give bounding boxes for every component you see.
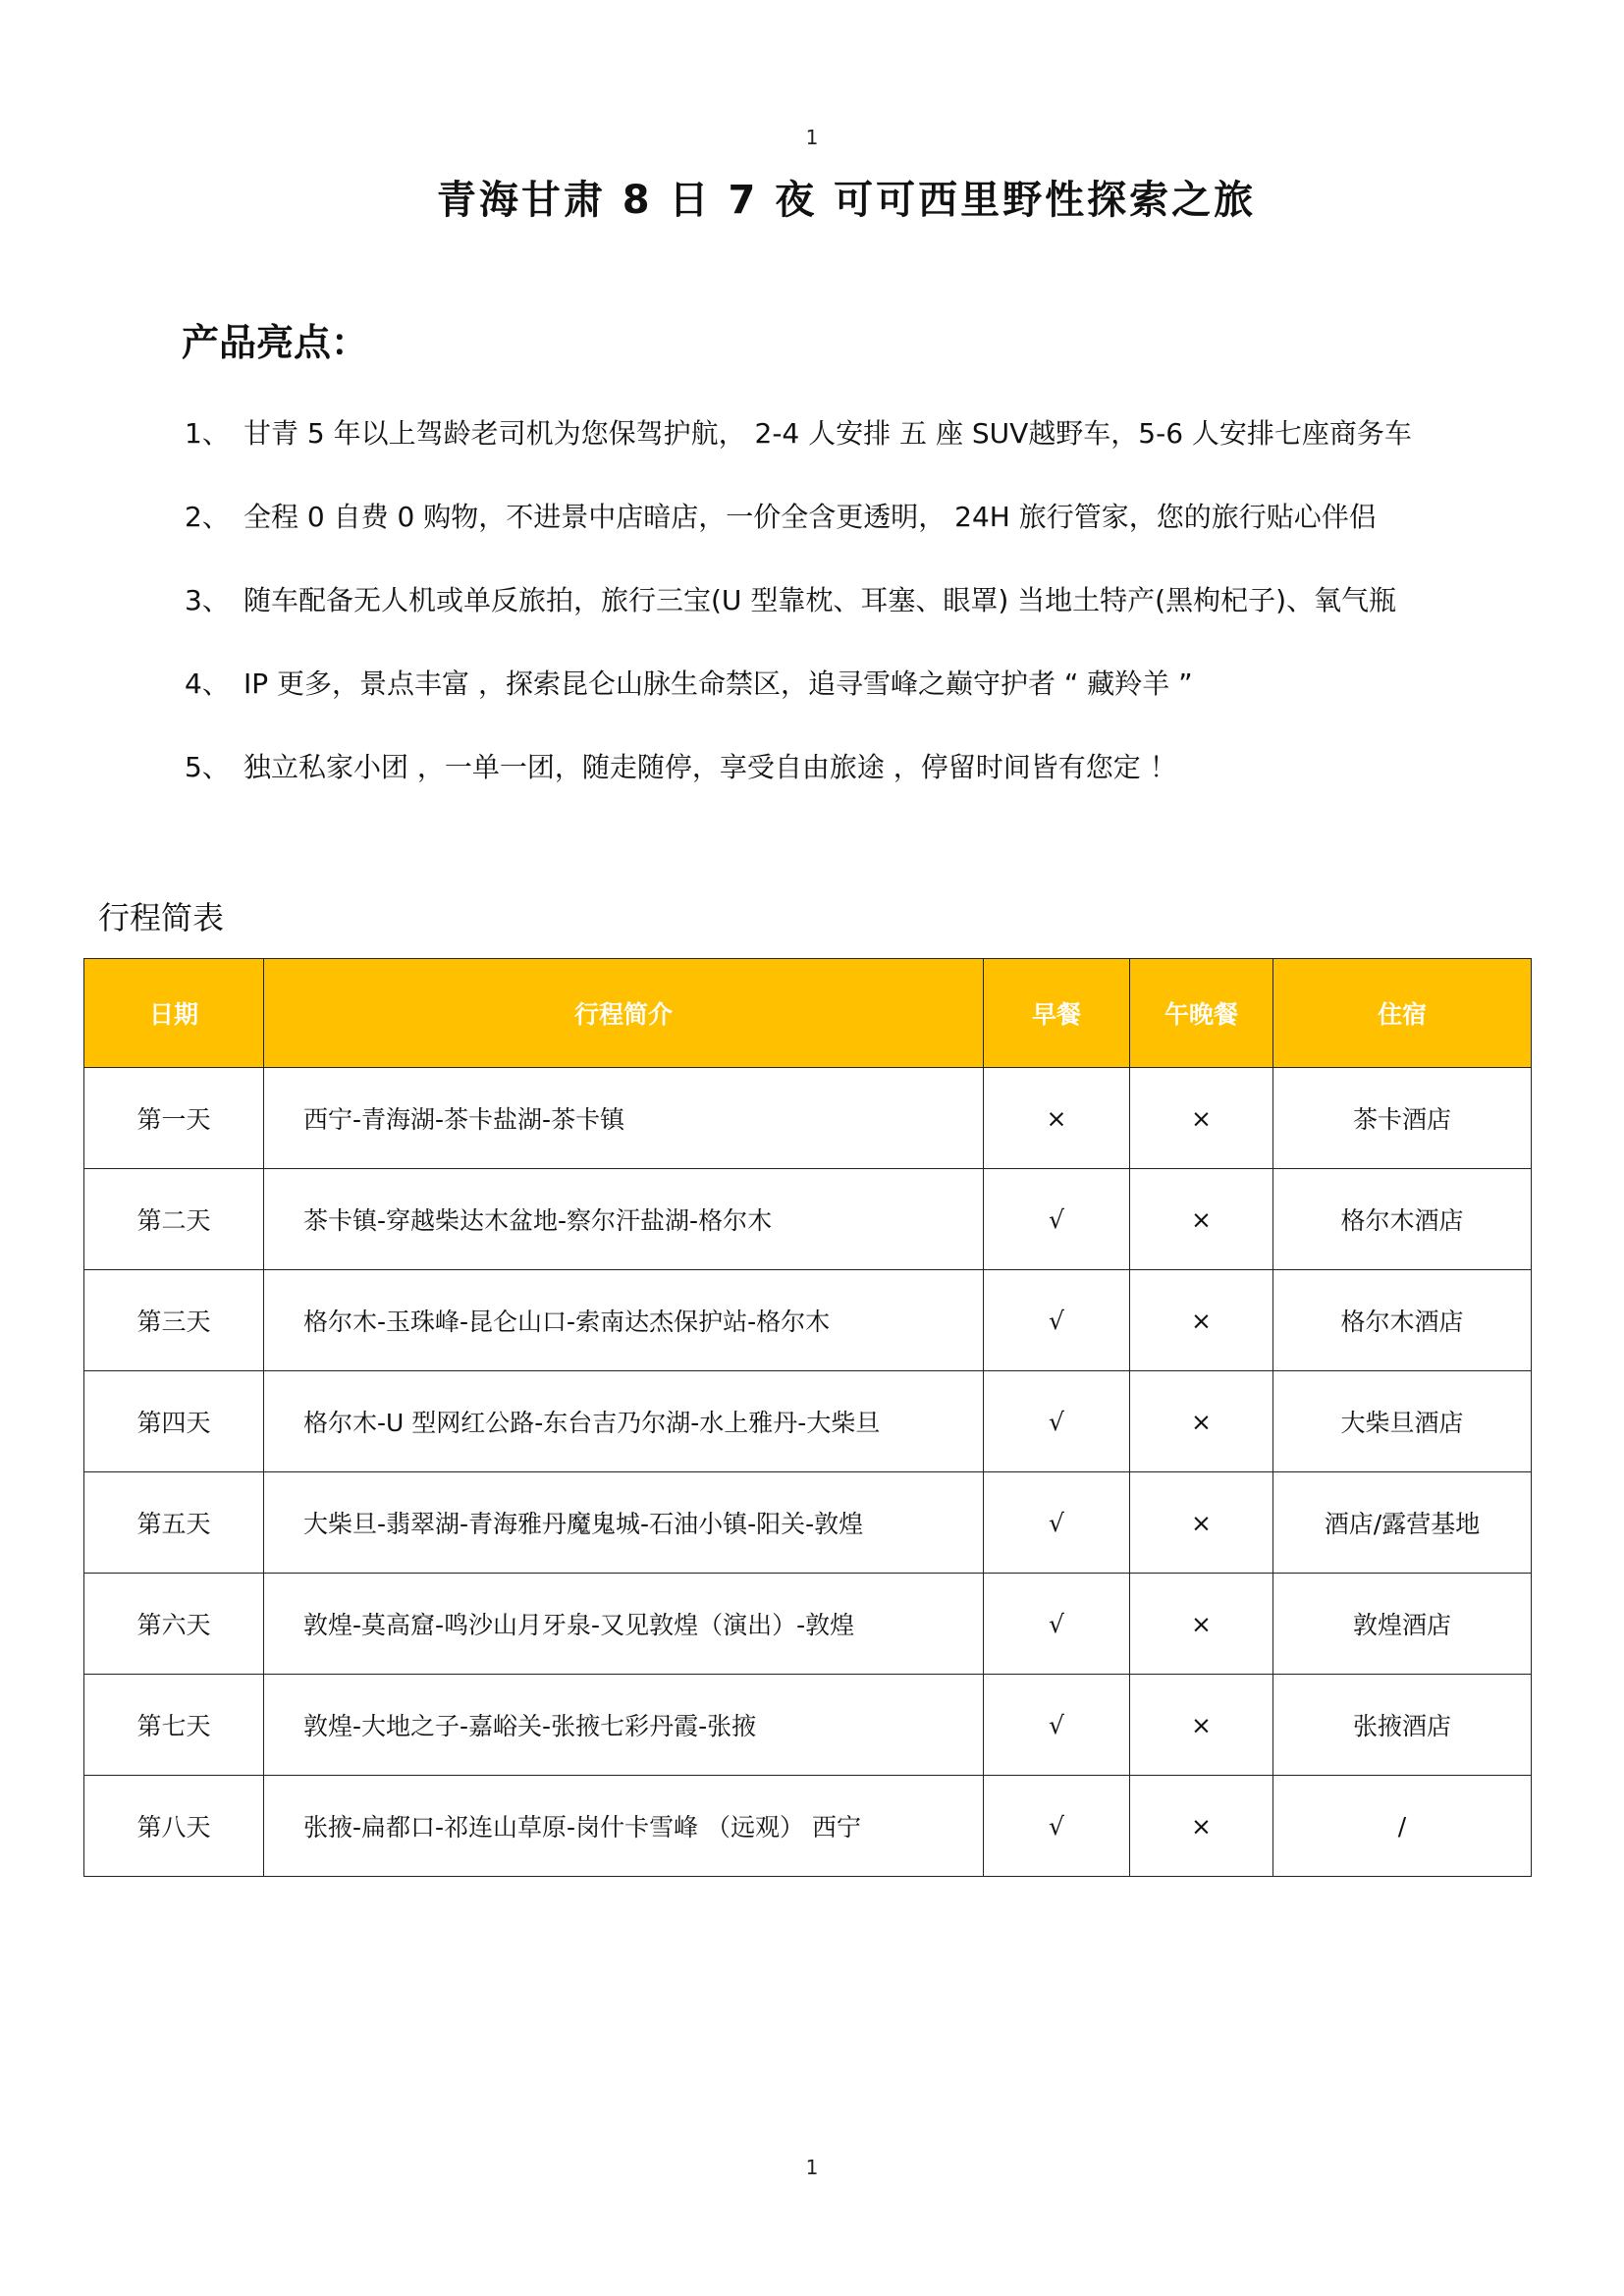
highlights-heading: 产品亮点： (182, 321, 369, 364)
table-row (84, 1169, 1532, 1270)
highlight-text: 全程 0 自费 0 购物，不进景中店暗店，一价全含更透明， 24H 旅行管家，您的旅行贴心伴侣 (244, 501, 1377, 533)
cell-date: 第七天 (84, 1675, 264, 1776)
cell-lodging: 张掖酒店 (1273, 1675, 1532, 1776)
cell-summary: 格尔木-玉珠峰-昆仑山口-索南达杰保护站-格尔木 (264, 1270, 984, 1371)
cell-lunch-dinner: × (1130, 1574, 1273, 1675)
highlight-text: IP 更多，景点丰富 ，探索昆仑山脉生命禁区，追寻雪峰之巅守护者 “ 藏羚羊 ” (244, 667, 1193, 700)
header-lunch-dinner: 午晚餐 (1130, 959, 1273, 1068)
highlights-list (185, 410, 1412, 828)
cell-date: 第八天 (84, 1776, 264, 1877)
cell-summary: 敦煌-大地之子-嘉峪关-张掖七彩丹霞-张掖 (264, 1675, 984, 1776)
cell-lodging: / (1273, 1776, 1532, 1877)
table-row (84, 1371, 1532, 1472)
highlight-text: 随车配备无人机或单反旅拍，旅行三宝(U 型靠枕、耳塞、眼罩) 当地土特产(黑枸杞子)、氧气瓶 (244, 584, 1396, 616)
cell-breakfast: √ (984, 1776, 1130, 1877)
itinerary-header-row (84, 959, 1532, 1068)
highlight-number: 2、 (185, 501, 230, 533)
highlight-number: 4、 (185, 667, 230, 700)
cell-breakfast: √ (984, 1270, 1130, 1371)
cell-summary: 格尔木-U 型网红公路-东台吉乃尔湖-水上雅丹-大柴旦 (264, 1371, 984, 1472)
cell-lodging: 格尔木酒店 (1273, 1169, 1532, 1270)
highlight-text: 独立私家小团 ，一单一团，随走随停，享受自由旅途 ，停留时间皆有您定 ！ (244, 751, 1177, 783)
cell-date: 第二天 (84, 1169, 264, 1270)
highlight-number: 1、 (185, 417, 230, 450)
cell-breakfast: √ (984, 1472, 1130, 1574)
highlight-text: 甘青 5 年以上驾龄老司机为您保驾护航， 2-4 人安排 五 座 SUV越野车，5-6 人安排七座商务车 (244, 417, 1412, 450)
itinerary-caption: 行程简表 (98, 899, 225, 936)
cell-date: 第四天 (84, 1371, 264, 1472)
header-date: 日期 (84, 959, 264, 1068)
highlight-item (185, 661, 1412, 744)
cell-lodging: 茶卡酒店 (1273, 1068, 1532, 1169)
highlight-number: 3、 (185, 584, 230, 616)
cell-summary: 张掖-扁都口-祁连山草原-岗什卡雪峰 （远观） 西宁 (264, 1776, 984, 1877)
page-number-bottom: 1 (805, 2156, 819, 2179)
cell-lodging: 格尔木酒店 (1273, 1270, 1532, 1371)
cell-date: 第六天 (84, 1574, 264, 1675)
cell-summary: 茶卡镇-穿越柴达木盆地-察尔汗盐湖-格尔木 (264, 1169, 984, 1270)
cell-lunch-dinner: × (1130, 1270, 1273, 1371)
cell-breakfast: √ (984, 1371, 1130, 1472)
table-row (84, 1472, 1532, 1574)
cell-lodging: 酒店/露营基地 (1273, 1472, 1532, 1574)
highlight-item (185, 744, 1412, 828)
cell-breakfast: √ (984, 1169, 1130, 1270)
page-title: 青海甘肃 8 日 7 夜 可可西里野性探索之旅 (436, 178, 1257, 223)
table-row (84, 1068, 1532, 1169)
page-number-top: 1 (805, 126, 819, 149)
cell-lunch-dinner: × (1130, 1371, 1273, 1472)
highlight-item (185, 494, 1412, 577)
cell-breakfast: × (984, 1068, 1130, 1169)
cell-date: 第五天 (84, 1472, 264, 1574)
table-row (84, 1675, 1532, 1776)
cell-lunch-dinner: × (1130, 1472, 1273, 1574)
table-row (84, 1574, 1532, 1675)
cell-lodging: 大柴旦酒店 (1273, 1371, 1532, 1472)
table-row (84, 1776, 1532, 1877)
cell-date: 第一天 (84, 1068, 264, 1169)
cell-breakfast: √ (984, 1574, 1130, 1675)
highlight-number: 5、 (185, 751, 230, 783)
cell-lodging: 敦煌酒店 (1273, 1574, 1532, 1675)
header-lodging: 住宿 (1273, 959, 1532, 1068)
header-breakfast: 早餐 (984, 959, 1130, 1068)
cell-summary: 敦煌-莫高窟-鸣沙山月牙泉-又见敦煌（演出）-敦煌 (264, 1574, 984, 1675)
table-row (84, 1270, 1532, 1371)
cell-summary: 西宁-青海湖-茶卡盐湖-茶卡镇 (264, 1068, 984, 1169)
cell-date: 第三天 (84, 1270, 264, 1371)
cell-breakfast: √ (984, 1675, 1130, 1776)
cell-lunch-dinner: × (1130, 1776, 1273, 1877)
header-summary: 行程简介 (264, 959, 984, 1068)
itinerary-table (83, 958, 1532, 1877)
highlight-item (185, 577, 1412, 661)
cell-lunch-dinner: × (1130, 1169, 1273, 1270)
cell-lunch-dinner: × (1130, 1068, 1273, 1169)
cell-summary: 大柴旦-翡翠湖-青海雅丹魔鬼城-石油小镇-阳关-敦煌 (264, 1472, 984, 1574)
highlight-item (185, 410, 1412, 494)
cell-lunch-dinner: × (1130, 1675, 1273, 1776)
